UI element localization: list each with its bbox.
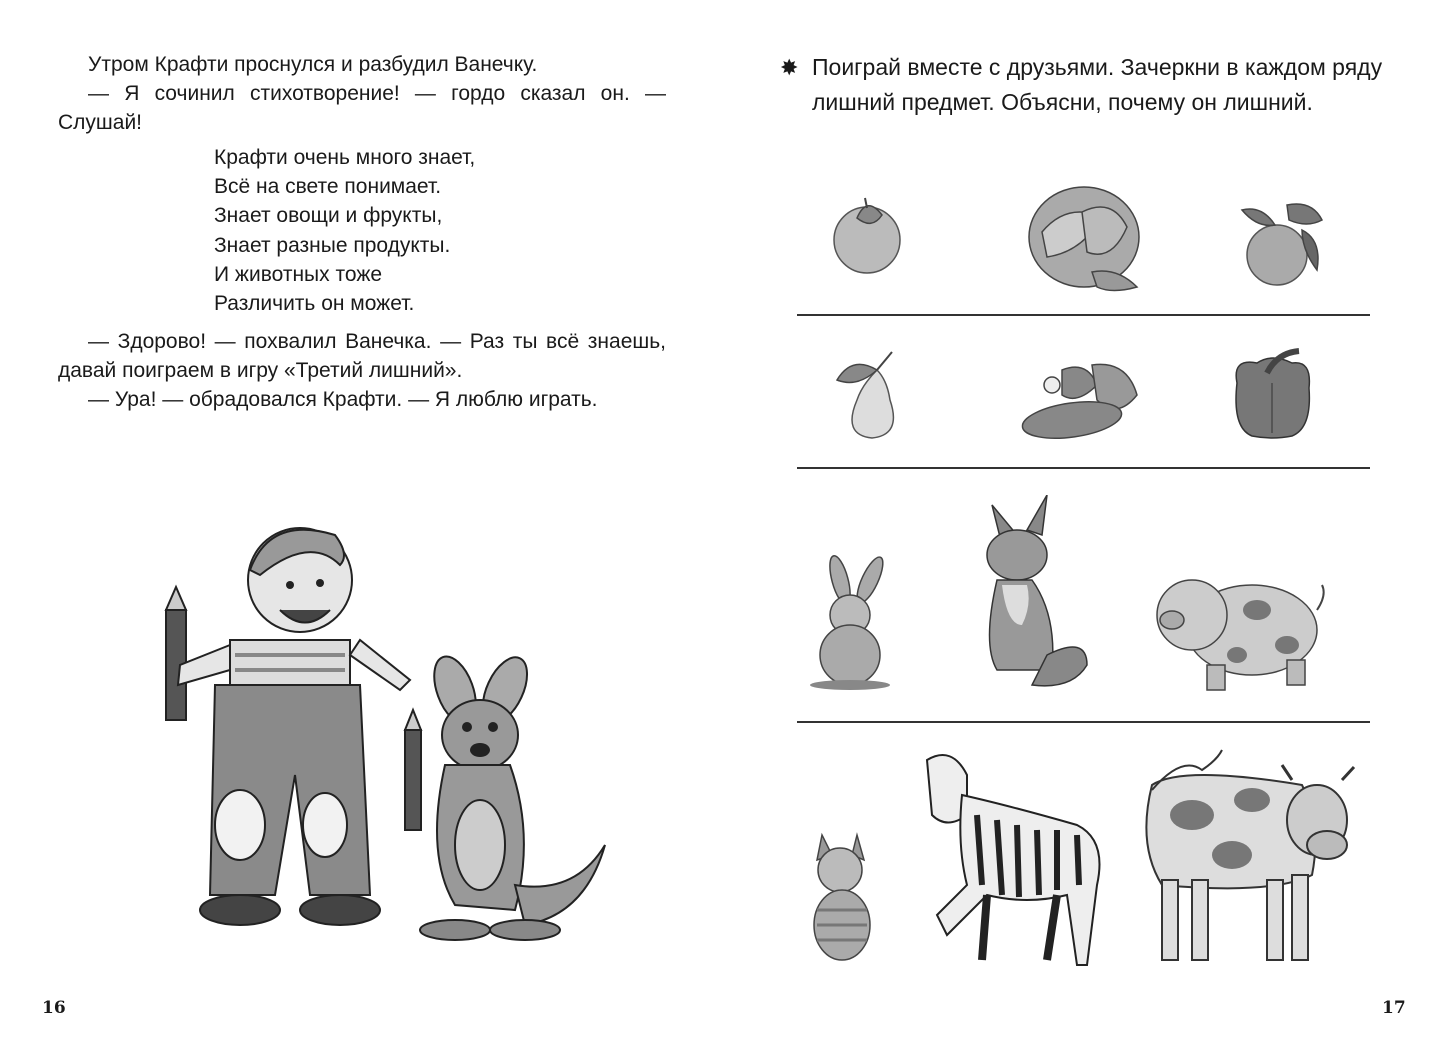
cucumber-icon: [1017, 360, 1147, 445]
cat-picture[interactable]: [802, 830, 882, 965]
cabbage-icon: [1022, 182, 1152, 297]
fox-icon: [972, 495, 1092, 690]
right-page: [722, 0, 1445, 1051]
zebra-picture[interactable]: [907, 745, 1117, 970]
pig-icon: [1147, 570, 1327, 695]
pig-picture[interactable]: [1147, 570, 1327, 695]
kangaroo-icon: [395, 655, 615, 945]
cabbage-picture[interactable]: [1022, 182, 1152, 297]
fox-picture[interactable]: [972, 495, 1092, 690]
row-divider: [797, 314, 1370, 316]
story-intro: [58, 50, 666, 137]
cow-picture[interactable]: [1122, 745, 1362, 970]
kangaroo-illustration: [395, 655, 615, 945]
poem-line: Всё на свете понимает.: [214, 175, 442, 199]
poem-line: Знает овощи и фрукты,: [214, 204, 443, 228]
orange-picture[interactable]: [1237, 200, 1329, 290]
rabbit-icon: [800, 555, 900, 690]
apple-icon: [827, 190, 907, 275]
cucumber-picture[interactable]: [1017, 360, 1147, 445]
row-divider: [797, 721, 1370, 723]
rabbit-picture[interactable]: [800, 555, 900, 690]
cow-icon: [1122, 745, 1362, 970]
cat-icon: [802, 830, 882, 965]
page-number: 16: [42, 998, 66, 1018]
paragraph: Утром Крафти проснулся и разбудил Ванечку.: [88, 53, 538, 76]
left-page: [0, 0, 722, 1051]
poem-line: Крафти очень много знает,: [214, 146, 476, 169]
story-dialogue: [58, 327, 666, 414]
apple-picture[interactable]: [827, 190, 907, 275]
task-text: Поиграй вместе с друзьями. Зачеркни в каждом ряду лишний предмет. Объясни, почему он лишний.: [812, 54, 1383, 115]
task-star-icon: ✸: [780, 55, 799, 80]
zebra-icon: [907, 745, 1117, 970]
page-number: 17: [1382, 998, 1406, 1018]
poem: [214, 143, 475, 318]
pear-picture[interactable]: [832, 350, 912, 440]
bell-pepper-icon: [1227, 348, 1317, 440]
paragraph: — Здорово! — похвалил Ванечка. — Раз ты всё знаешь, давай поиграем в игру «Третий лишний».: [58, 330, 666, 382]
boy-illustration: [160, 515, 420, 935]
task-instruction: [780, 50, 1400, 120]
bell-pepper-picture[interactable]: [1227, 348, 1317, 440]
poem-line: Различить он может.: [214, 292, 415, 316]
boy-icon: [160, 515, 420, 935]
pear-icon: [832, 350, 912, 440]
orange-icon: [1237, 200, 1329, 290]
paragraph: — Я сочинил стихотворение! — гордо сказал он. — Слушай!: [58, 82, 666, 134]
poem-line: И животных тоже: [214, 262, 383, 286]
paragraph: — Ура! — обрадовался Крафти. — Я люблю играть.: [88, 388, 598, 411]
poem-line: Знает разные продукты.: [214, 233, 451, 257]
row-divider: [797, 467, 1370, 469]
